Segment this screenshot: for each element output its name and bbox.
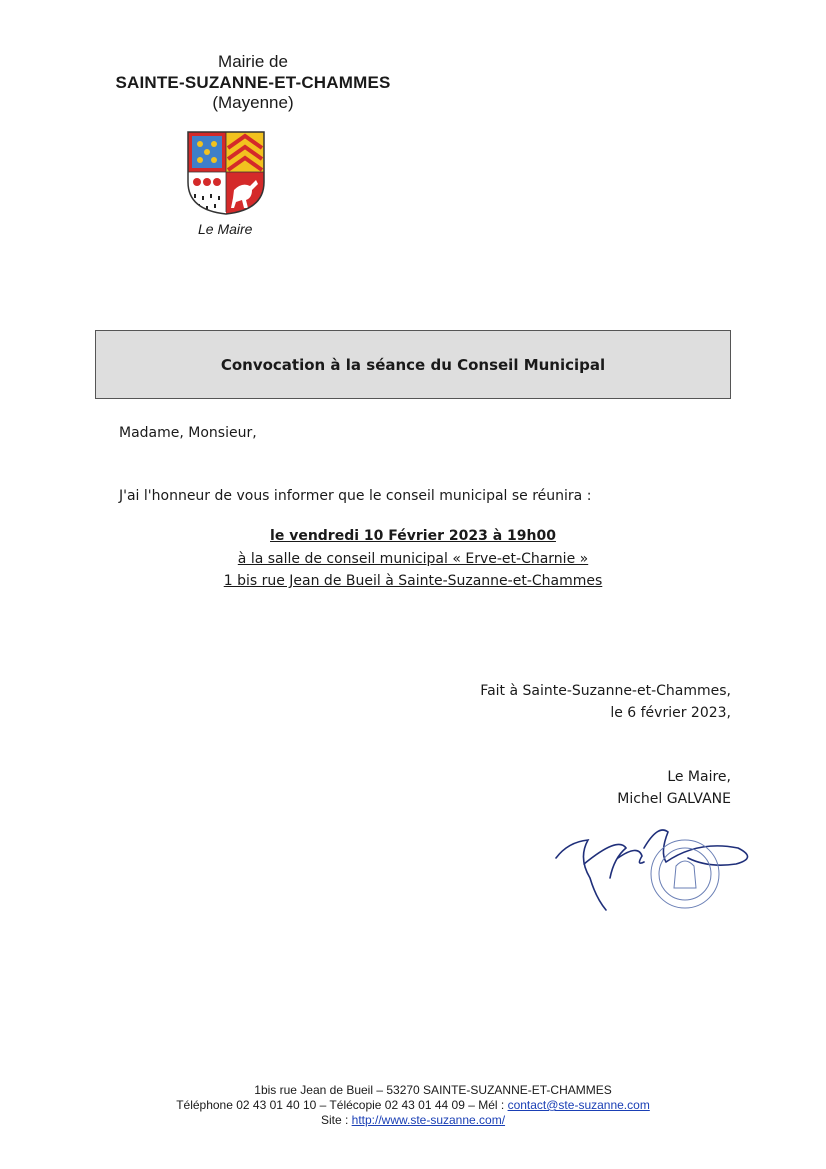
- closing-place: Fait à Sainte-Suzanne-et-Chammes,: [480, 683, 731, 699]
- document-title: Convocation à la séance du Conseil Municipal: [220, 355, 606, 374]
- footer-site: [0, 1113, 826, 1127]
- mairie-label: Mairie de: [218, 52, 288, 71]
- commune-name: SAINTE-SUZANNE-ET-CHAMMES: [115, 73, 391, 92]
- meeting-date: le vendredi 10 Février 2023 à 19h00: [270, 528, 556, 544]
- salutation: Madame, Monsieur,: [119, 425, 257, 441]
- department-name: (Mayenne): [212, 93, 294, 112]
- signer-title: Le Maire,: [667, 769, 731, 785]
- website-link[interactable]: http://www.ste-suzanne.com/: [351, 1113, 506, 1127]
- signer-name: Michel GALVANE: [617, 791, 731, 807]
- site-label: Site :: [320, 1113, 352, 1127]
- footer-phones: Téléphone 02 43 01 40 10 – Télécopie 02 43 01 44 09 – Mél :: [176, 1098, 508, 1112]
- meeting-room: à la salle de conseil municipal « Erve-et-Charnie »: [237, 551, 589, 567]
- email-link[interactable]: contact@ste-suzanne.com: [507, 1098, 650, 1112]
- coat-of-arms-icon: [186, 130, 266, 216]
- header-subtitle: Le Maire: [198, 221, 253, 237]
- title-box: [95, 330, 731, 399]
- closing-date: le 6 février 2023,: [610, 705, 731, 721]
- footer-address: 1bis rue Jean de Bueil – 53270 SAINTE-SUZANNE-ET-CHAMMES: [254, 1083, 612, 1097]
- signature-stamp-icon: [548, 818, 778, 918]
- meeting-address: 1 bis rue Jean de Bueil à Sainte-Suzanne-et-Chammes: [223, 573, 603, 589]
- footer-contact: [0, 1098, 826, 1112]
- intro-paragraph: J'ai l'honneur de vous informer que le conseil municipal se réunira :: [119, 488, 592, 504]
